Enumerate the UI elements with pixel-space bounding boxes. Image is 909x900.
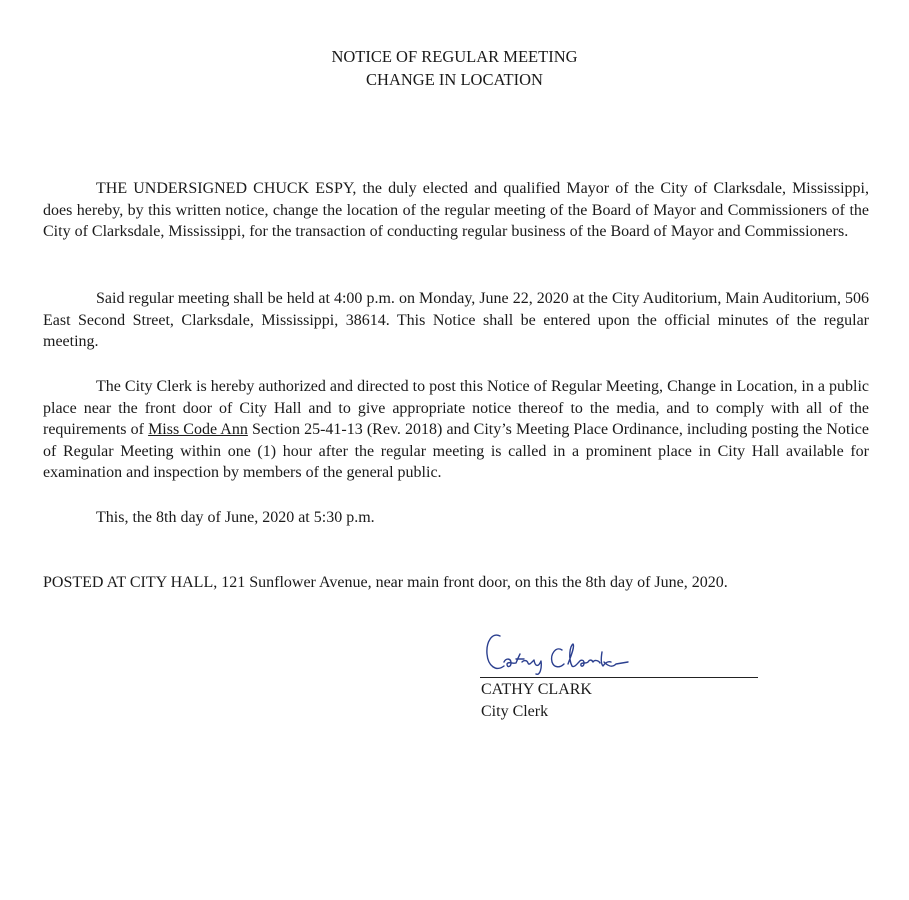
document-title [0,45,909,91]
clerk-text-before: The City Clerk is hereby authorized and directed to post this Notice of Regular Meeting, Change in Location, in a public place near the front door of City Hall and to give appropriate notice thereof to the media, and to comply with all of the requirements of [43,378,869,438]
title-line-2: CHANGE IN LOCATION [366,70,543,89]
title-line-1: NOTICE OF REGULAR MEETING [331,47,578,66]
paragraph-clerk-authorization [43,376,869,484]
statute-citation: Miss Code Ann [148,421,248,438]
paragraph-date-line: This, the 8th day of June, 2020 at 5:30 p.m. [96,509,375,526]
signature-block [478,628,768,728]
posted-statement: POSTED AT CITY HALL, 121 Sunflower Avenue, near main front door, on this the 8th day of June, 2020. [43,574,728,591]
paragraph-mayor-notice: THE UNDERSIGNED CHUCK ESPY, the duly elected and qualified Mayor of the City of Clarksdale, Mississippi, does hereby, by this written notice, change the location of the regular meeting of the Board of Mayor and Commissioners of the City of Clarksdale, Mississippi, for the transaction of conducting regular business of the Board of Mayor and Commissioners. [43,180,869,240]
signature-line [480,677,758,678]
signer-role: City Clerk [481,703,549,720]
paragraph-meeting-details: Said regular meeting shall be held at 4:00 p.m. on Monday, June 22, 2020 at the City Auditorium, Main Auditorium, 506 East Second Street, Clarksdale, Mississippi, 38614. This Notice shall be entered upon the official minutes of the regular meeting. [43,290,869,350]
handwritten-signature [478,628,678,678]
signer-name: CATHY CLARK [481,681,592,698]
clerk-text-after: Section 25-41-13 (Rev. 2018) and City’s Meeting Place Ordinance, including posting the Notice of Regular Meeting within one (1) hour after the regular meeting is called in a prominent place in City Hall available for examination and inspection by members of the general public. [43,421,869,481]
